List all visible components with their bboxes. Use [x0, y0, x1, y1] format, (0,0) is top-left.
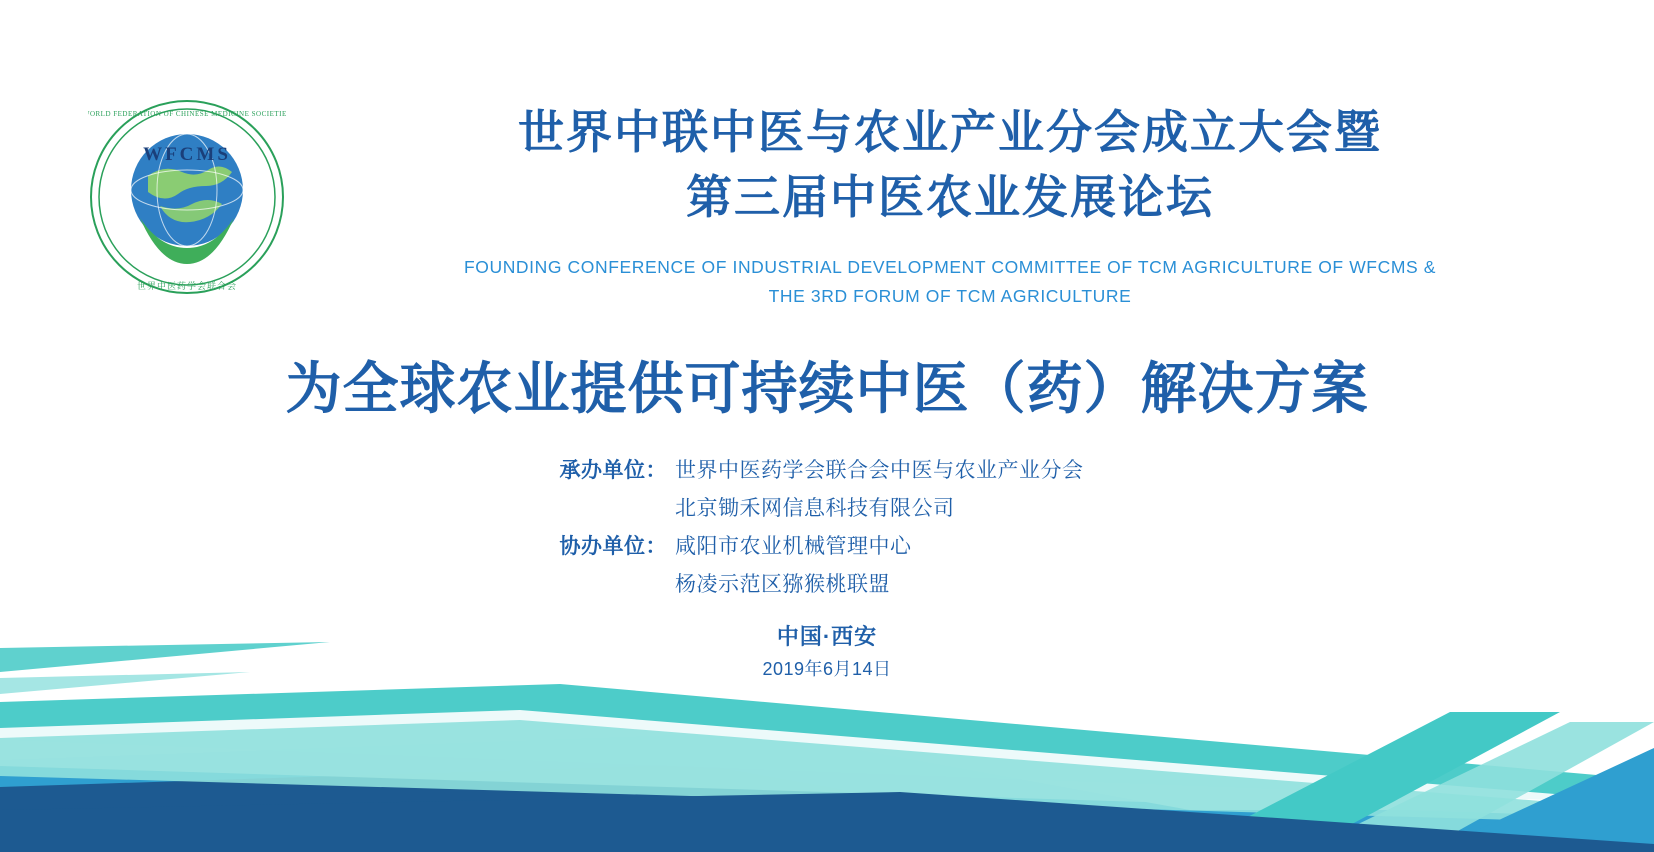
title-block	[300, 100, 1600, 310]
logo-acronym: WFCMS	[143, 144, 231, 165]
organizer-label: 协办单位：	[559, 535, 667, 558]
organizer-row	[0, 528, 1654, 566]
logo-ring-text-en: WORLD FEDERATION OF CHINESE MEDICINE SOCIETIES	[88, 110, 286, 118]
slogan: 为全球农业提供可持续中医（药）解决方案	[285, 357, 1369, 420]
organizer-value: 世界中医药学会联合会中医与农业产业分会	[675, 459, 1084, 482]
title-chinese-line1: 世界中联中医与农业产业分会成立大会暨	[518, 106, 1382, 158]
organizer-row	[0, 566, 1654, 604]
title-chinese-line2: 第三届中医农业发展论坛	[686, 171, 1214, 224]
wfcms-logo	[88, 98, 286, 296]
organizer-label	[549, 566, 667, 604]
organizer-value: 北京锄禾网信息科技有限公司	[675, 497, 955, 520]
place-text: 中国·西安	[776, 624, 878, 649]
title-english	[300, 253, 1600, 311]
logo-ring-text-cn: 世界中医药学会联合会	[136, 281, 238, 291]
organizer-label: 承办单位：	[559, 459, 667, 482]
title-chinese	[300, 100, 1600, 231]
organizer-value: 杨凌示范区猕猴桃联盟	[675, 573, 890, 596]
organizer-row	[0, 452, 1654, 490]
organizer-row	[0, 490, 1654, 528]
title-english-line1: FOUNDING CONFERENCE OF INDUSTRIAL DEVELOPMENT COMMITTEE OF TCM AGRICULTURE OF WFCMS &	[463, 256, 1437, 277]
organizer-label	[549, 490, 667, 528]
title-english-line2: THE 3RD FORUM OF TCM AGRICULTURE	[768, 285, 1132, 306]
organizers-block	[0, 452, 1654, 604]
organizer-value: 咸阳市农业机械管理中心	[675, 535, 912, 558]
wfcms-globe-logo-icon	[88, 98, 286, 296]
date-text: 2019年6月14日	[762, 659, 892, 679]
